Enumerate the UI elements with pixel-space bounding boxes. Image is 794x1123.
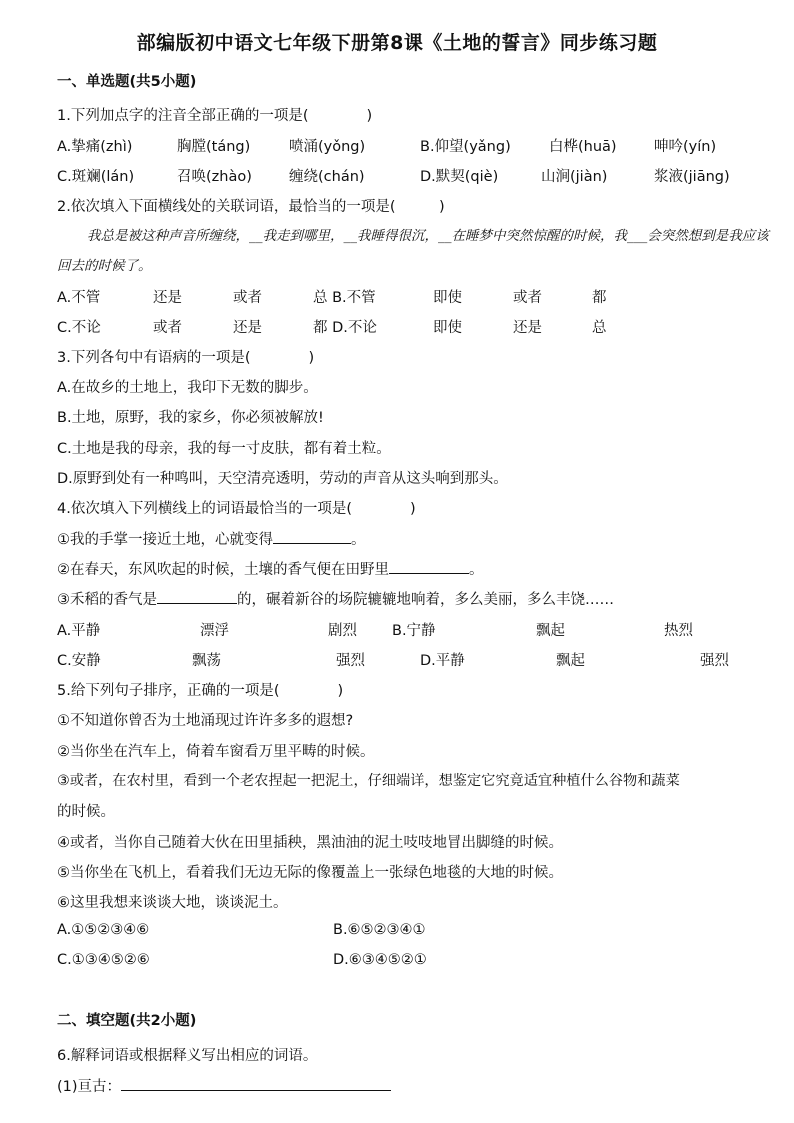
q2-option-c: C.不论 <box>57 320 101 336</box>
q5-sentence-3: ③或者，在农村里，看到一个老农捏起一把泥土，仔细端详，想鉴定它究竟适宜种植什么谷物和蔬菜 <box>57 773 680 789</box>
q5-sentence-1: ①不知道你曾否为土地涌现过许许多多的遐想? <box>57 713 354 729</box>
q3-option-a: A.在故乡的土地上，我印下无数的脚步。 <box>57 380 318 396</box>
q4-sentence-2 <box>57 558 484 579</box>
q4-option-c: C.安静 <box>57 653 101 669</box>
q2-option-c-word-2: 或者 <box>153 320 182 336</box>
question-2-options-row-2 <box>57 316 777 338</box>
q5-option-c: C.①③④⑤②⑥ <box>57 952 150 968</box>
q2-option-c-word-3: 还是 <box>233 320 262 336</box>
question-4-options-row-2 <box>57 649 777 671</box>
q1-option-c-word-3: 缠绕(chán) <box>289 169 365 185</box>
q4-sentence-3-text: ③禾稻的香气是 <box>57 592 157 608</box>
q1-option-b-word-2: 白桦(huā) <box>549 139 617 155</box>
q4-option-b-word-3: 热烈 <box>664 623 693 639</box>
q2-option-a: A.不管 <box>57 290 101 306</box>
q2-option-a-word-2: 还是 <box>153 290 182 306</box>
q2-option-d-word-2: 即使 <box>433 320 462 336</box>
q5-sentence-5: ⑤当你坐在飞机上，看着我们无边无际的像覆盖上一张绿色地毯的大地的时候。 <box>57 865 563 881</box>
q4-option-c-word-3: 强烈 <box>336 653 365 669</box>
question-1-options-row-2 <box>57 165 777 187</box>
question-2-stem: 2.依次填入下面横线处的关联词语，最恰当的一项是( ) <box>57 199 445 215</box>
q6-item-1 <box>57 1075 391 1096</box>
question-4-options-row-1 <box>57 619 777 641</box>
q4-sentence-3 <box>57 588 614 609</box>
q4-option-d-word-2: 飘起 <box>556 653 585 669</box>
q5-sentence-6: ⑥这里我想来谈谈大地，谈谈泥土。 <box>57 895 288 911</box>
q2-option-d-word-3: 还是 <box>513 320 542 336</box>
question-6-stem: 6.解释词语或根据释义写出相应的词语。 <box>57 1048 318 1064</box>
q5-sentence-4: ④或者，当你自己随着大伙在田里插秧，黑油油的泥土吱吱地冒出脚缝的时候。 <box>57 835 563 851</box>
q3-option-d: D.原野到处有一种鸣叫，天空清亮透明，劳动的声音从这头响到那头。 <box>57 471 508 487</box>
q4-sentence-1-text: ①我的手掌一接近土地，心就变得 <box>57 532 273 548</box>
page-title: 部编版初中语文七年级下册第8课《土地的誓言》同步练习题 <box>136 32 658 54</box>
q4-option-a: A.平静 <box>57 623 101 639</box>
q4-option-d-word-3: 强烈 <box>700 653 729 669</box>
question-2-options-row-1 <box>57 286 777 308</box>
q1-option-c-word-2: 召唤(zhào) <box>177 169 252 185</box>
q5-sentence-3-continued: 的时候。 <box>57 804 115 820</box>
question-2-passage: 我总是被这种声音所缠绕，__我走到哪里，__我睡得很沉，__在睡梦中突然惊醒的时候，我___会突然想到是我应该回去的时候了。 <box>57 228 769 274</box>
q5-option-b: B.⑥⑤②③④① <box>333 922 426 938</box>
answer-blank[interactable] <box>157 589 237 604</box>
q4-sentence-1-end: 。 <box>351 532 366 548</box>
q2-option-b-word-2: 即使 <box>433 290 462 306</box>
q6-item-1-label: (1)亘古： <box>57 1079 122 1095</box>
q4-sentence-1 <box>57 528 366 549</box>
q4-option-d: D.平静 <box>420 653 465 669</box>
q4-option-b-word-2: 飘起 <box>536 623 565 639</box>
q4-sentence-2-text: ②在春天，东风吹起的时候，土壤的香气便在田野里 <box>57 562 389 578</box>
q4-option-c-word-2: 飘荡 <box>192 653 221 669</box>
q1-option-d-word-3: 浆液(jiāng) <box>654 169 730 185</box>
q4-sentence-2-end: 。 <box>469 562 484 578</box>
q3-option-c: C.土地是我的母亲，我的每一寸皮肤，都有着土粒。 <box>57 441 391 457</box>
section-heading-single-choice: 一、单选题(共5小题) <box>57 74 197 90</box>
q1-option-b: B.仰望(yǎng) <box>420 139 511 155</box>
q1-option-a: A.挚痛(zhì) <box>57 139 133 155</box>
question-3-stem: 3.下列各句中有语病的一项是( ) <box>57 350 315 366</box>
q5-option-d: D.⑥③④⑤②① <box>333 952 427 968</box>
q1-option-b-word-3: 呻吟(yín) <box>654 139 717 155</box>
q2-option-b-word-4: 都 <box>592 290 607 306</box>
q5-sentence-2: ②当你坐在汽车上，倚着车窗看万里平畴的时候。 <box>57 744 375 760</box>
q5-option-a: A.①⑤②③④⑥ <box>57 922 150 938</box>
q1-option-c: C.斑斓(lán) <box>57 169 135 185</box>
q4-option-a-word-2: 漂浮 <box>200 623 229 639</box>
q3-option-b: B.土地，原野，我的家乡，你必须被解放! <box>57 410 324 426</box>
answer-blank[interactable] <box>389 559 469 574</box>
q4-option-b: B.宁静 <box>392 623 436 639</box>
q1-option-d-word-2: 山涧(jiàn) <box>541 169 608 185</box>
question-1-options-row-1 <box>57 135 777 157</box>
q2-option-d-word-4: 总 <box>592 320 607 336</box>
q2-option-b-word-3: 或者 <box>513 290 542 306</box>
q1-option-a-word-3: 喷涌(yǒng) <box>289 139 366 155</box>
q4-sentence-3-end: 的，碾着新谷的场院辘辘地响着，多么美丽，多么丰饶…… <box>237 592 614 608</box>
question-1-stem: 1.下列加点字的注音全部正确的一项是( ) <box>57 108 373 124</box>
q1-option-a-word-2: 胸膛(táng) <box>177 139 251 155</box>
question-5-stem: 5.给下列句子排序，正确的一项是( ) <box>57 683 344 699</box>
section-heading-fill-in: 二、填空题(共2小题) <box>57 1013 197 1029</box>
q4-option-a-word-3: 剧烈 <box>328 623 357 639</box>
q2-option-d: 都 D.不论 <box>313 320 377 336</box>
q1-option-d: D.默契(qiè) <box>420 169 499 185</box>
q2-option-a-word-3: 或者 <box>233 290 262 306</box>
answer-blank[interactable] <box>273 529 351 544</box>
q2-option-b: 总 B.不管 <box>313 290 376 306</box>
question-4-stem: 4.依次填入下列横线上的词语最恰当的一项是( ) <box>57 501 416 517</box>
answer-blank[interactable] <box>121 1076 391 1091</box>
